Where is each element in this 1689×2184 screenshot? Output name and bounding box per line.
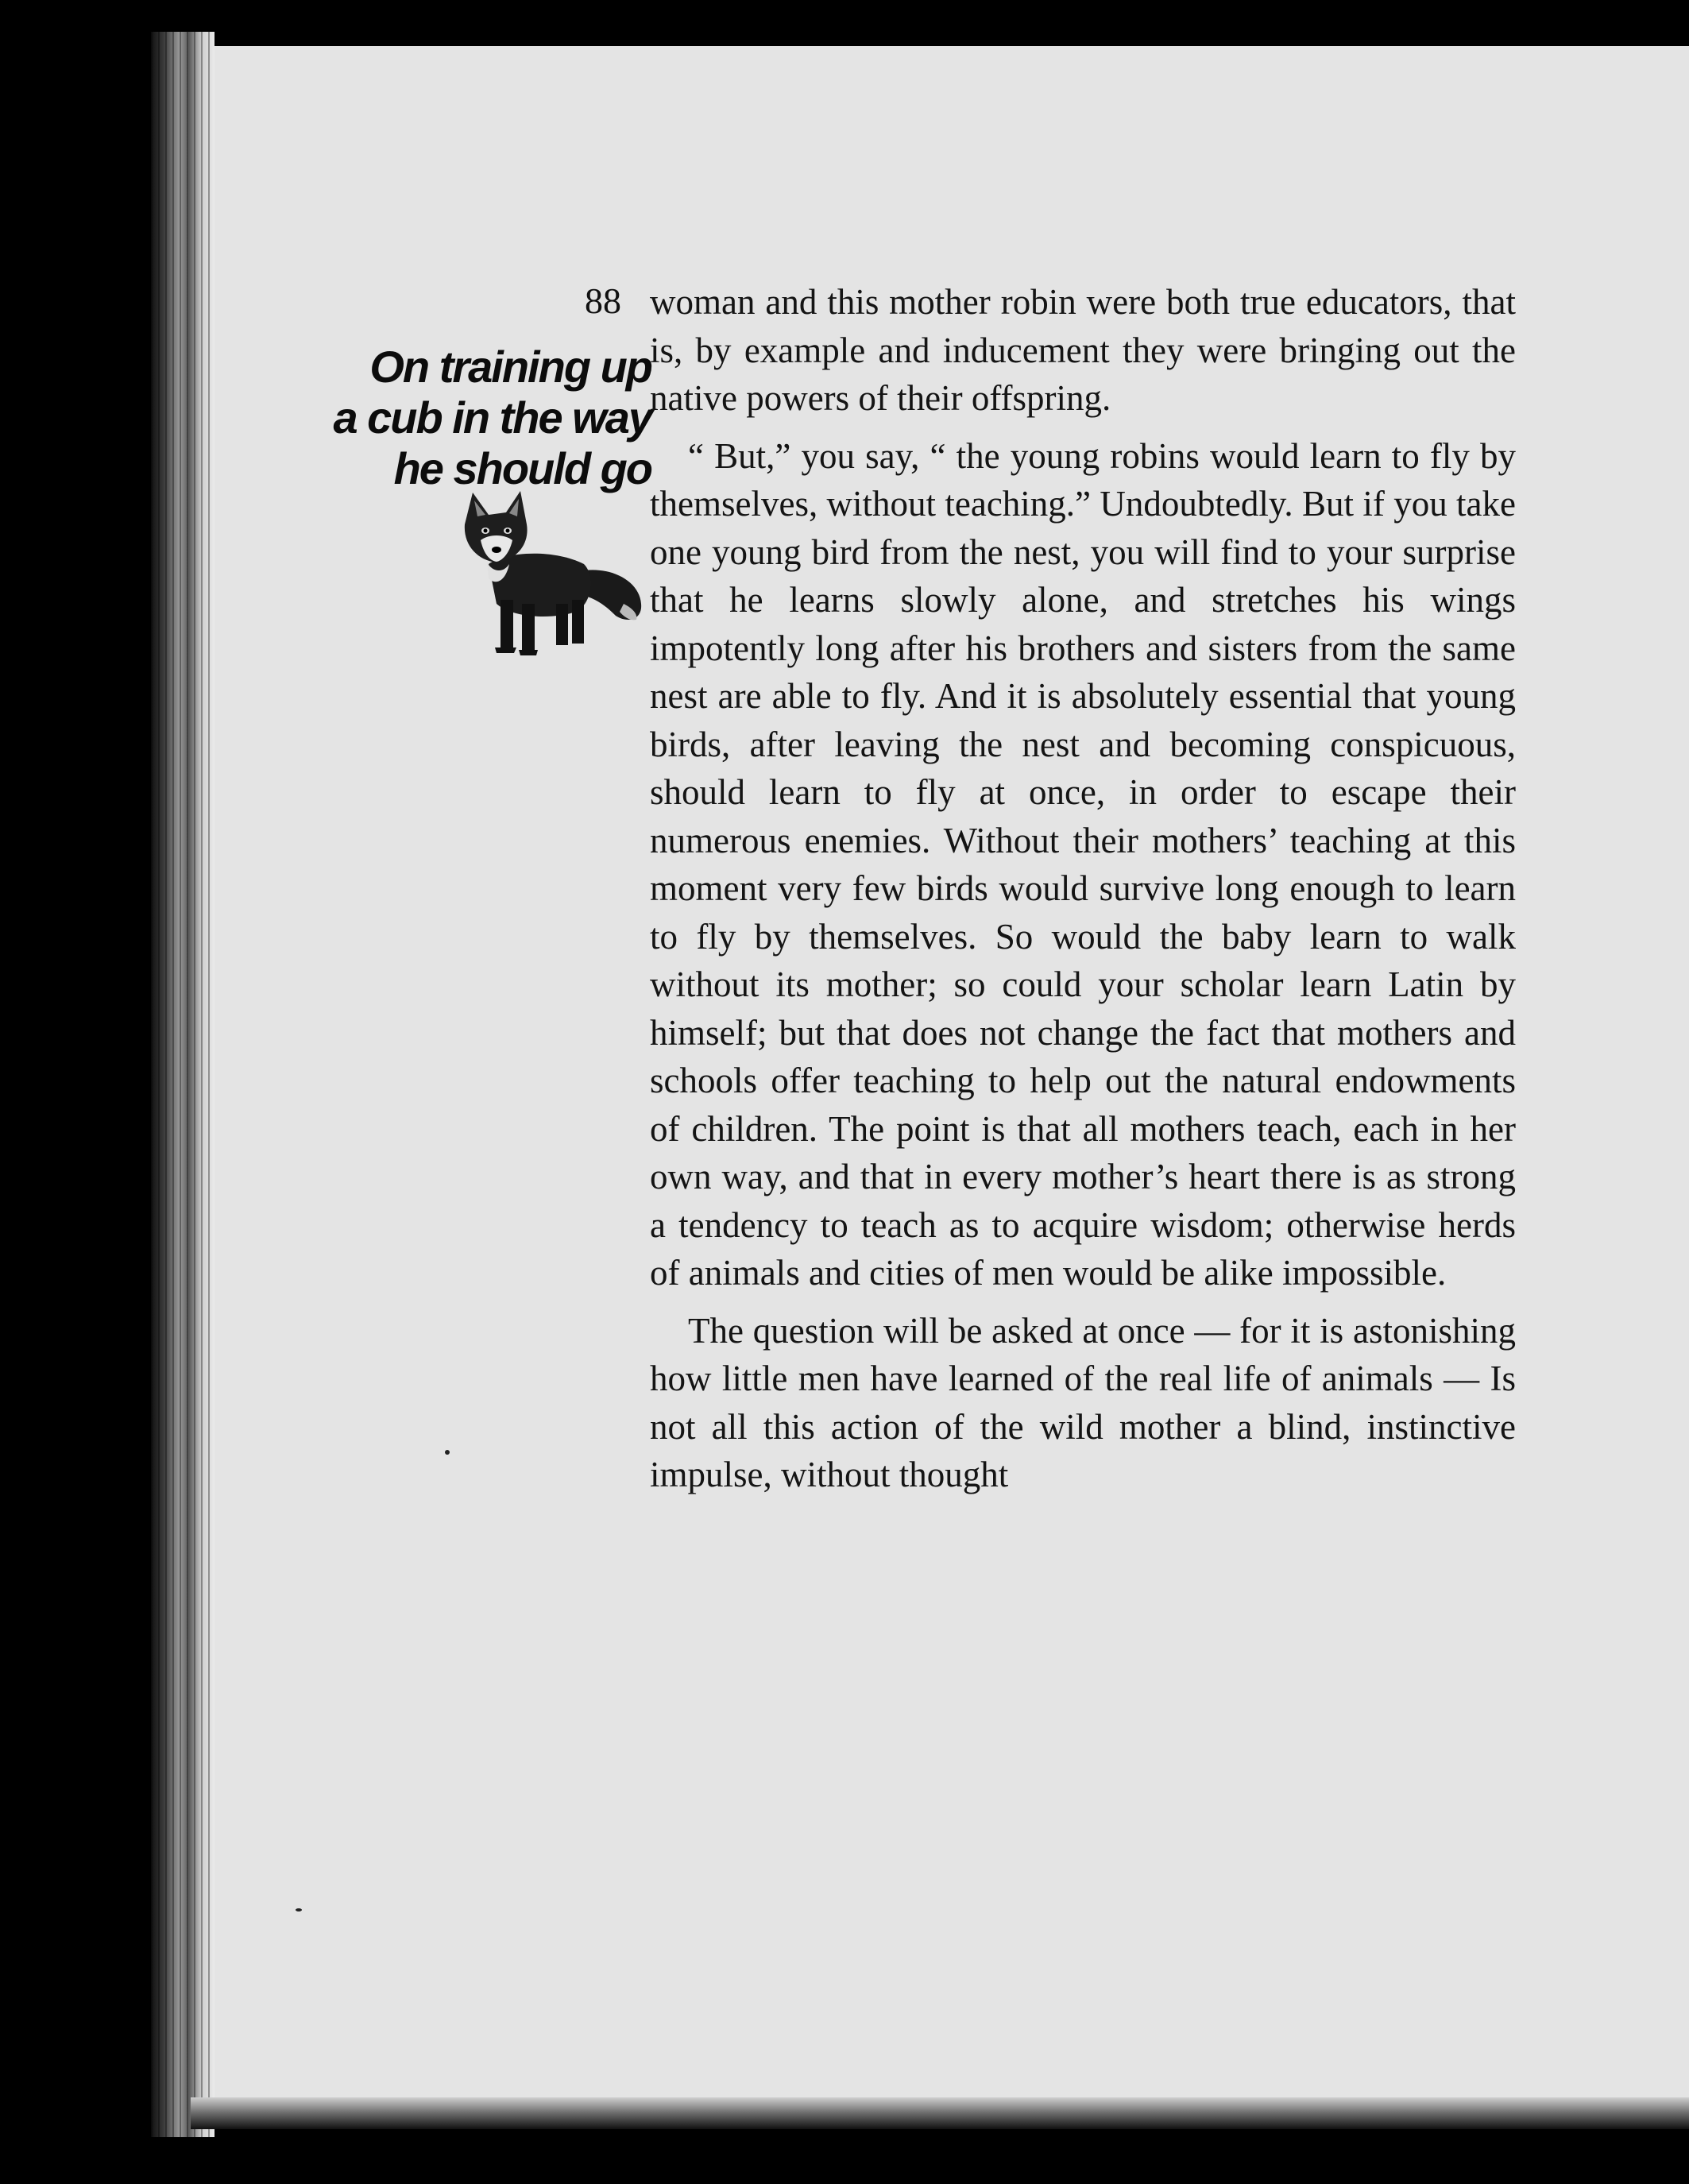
fox-cub-icon — [457, 485, 647, 659]
paragraph-1: woman and this mother robin were both true educators, that is, by example and inducement they were bringing out the native powers of their offspring. — [650, 282, 1516, 418]
page-number: 88 — [585, 280, 621, 321]
sidenote-line-3: he should go — [393, 443, 651, 493]
book-binding-edge — [151, 32, 215, 2137]
sidenote-line-1: On training up — [369, 342, 651, 392]
page-bottom-edge — [191, 2097, 1689, 2129]
scan-speck — [445, 1450, 450, 1455]
scan-speck — [296, 1908, 302, 1911]
sidenote-line-2: a cub in the way — [333, 392, 651, 443]
paragraph-3: The question will be asked at once — for it is astonishing how little men have learned of the real life of animals — Is not all this action of the wild mother a blind, instinctive impulse, without thought — [650, 1310, 1516, 1494]
paragraph-2: “ But,” you say, “ the young robins would learn to fly by themselves, without teaching.” Undoubtedly. But if you take one young bird from the nest, you will find to your surprise that he learns slowly alone, and stretches his wings impotently long after his brothers and sisters from the same nest are able to fly. And it is absolutely essential that young birds, after leaving the nest and becoming conspicuous, should learn to fly at once, in order to escape their numerous enemies. Without their mothers’ teaching at this moment very few birds would survive long enough to learn to fly by themselves. So would the baby learn to walk without its mother; so could your scholar learn Latin by himself; but that does not change the fact that mothers and schools offer teaching to help out the natural endowments of children. The point is that all mothers teach, each in her own way, and that in every mother’s heart there is as strong a tendency to teach as to acquire wisdom; otherwise herds of animals and cities of men would be alike impossible. — [650, 435, 1516, 1293]
body-text — [650, 278, 1516, 1499]
margin-sidenote — [318, 342, 651, 494]
